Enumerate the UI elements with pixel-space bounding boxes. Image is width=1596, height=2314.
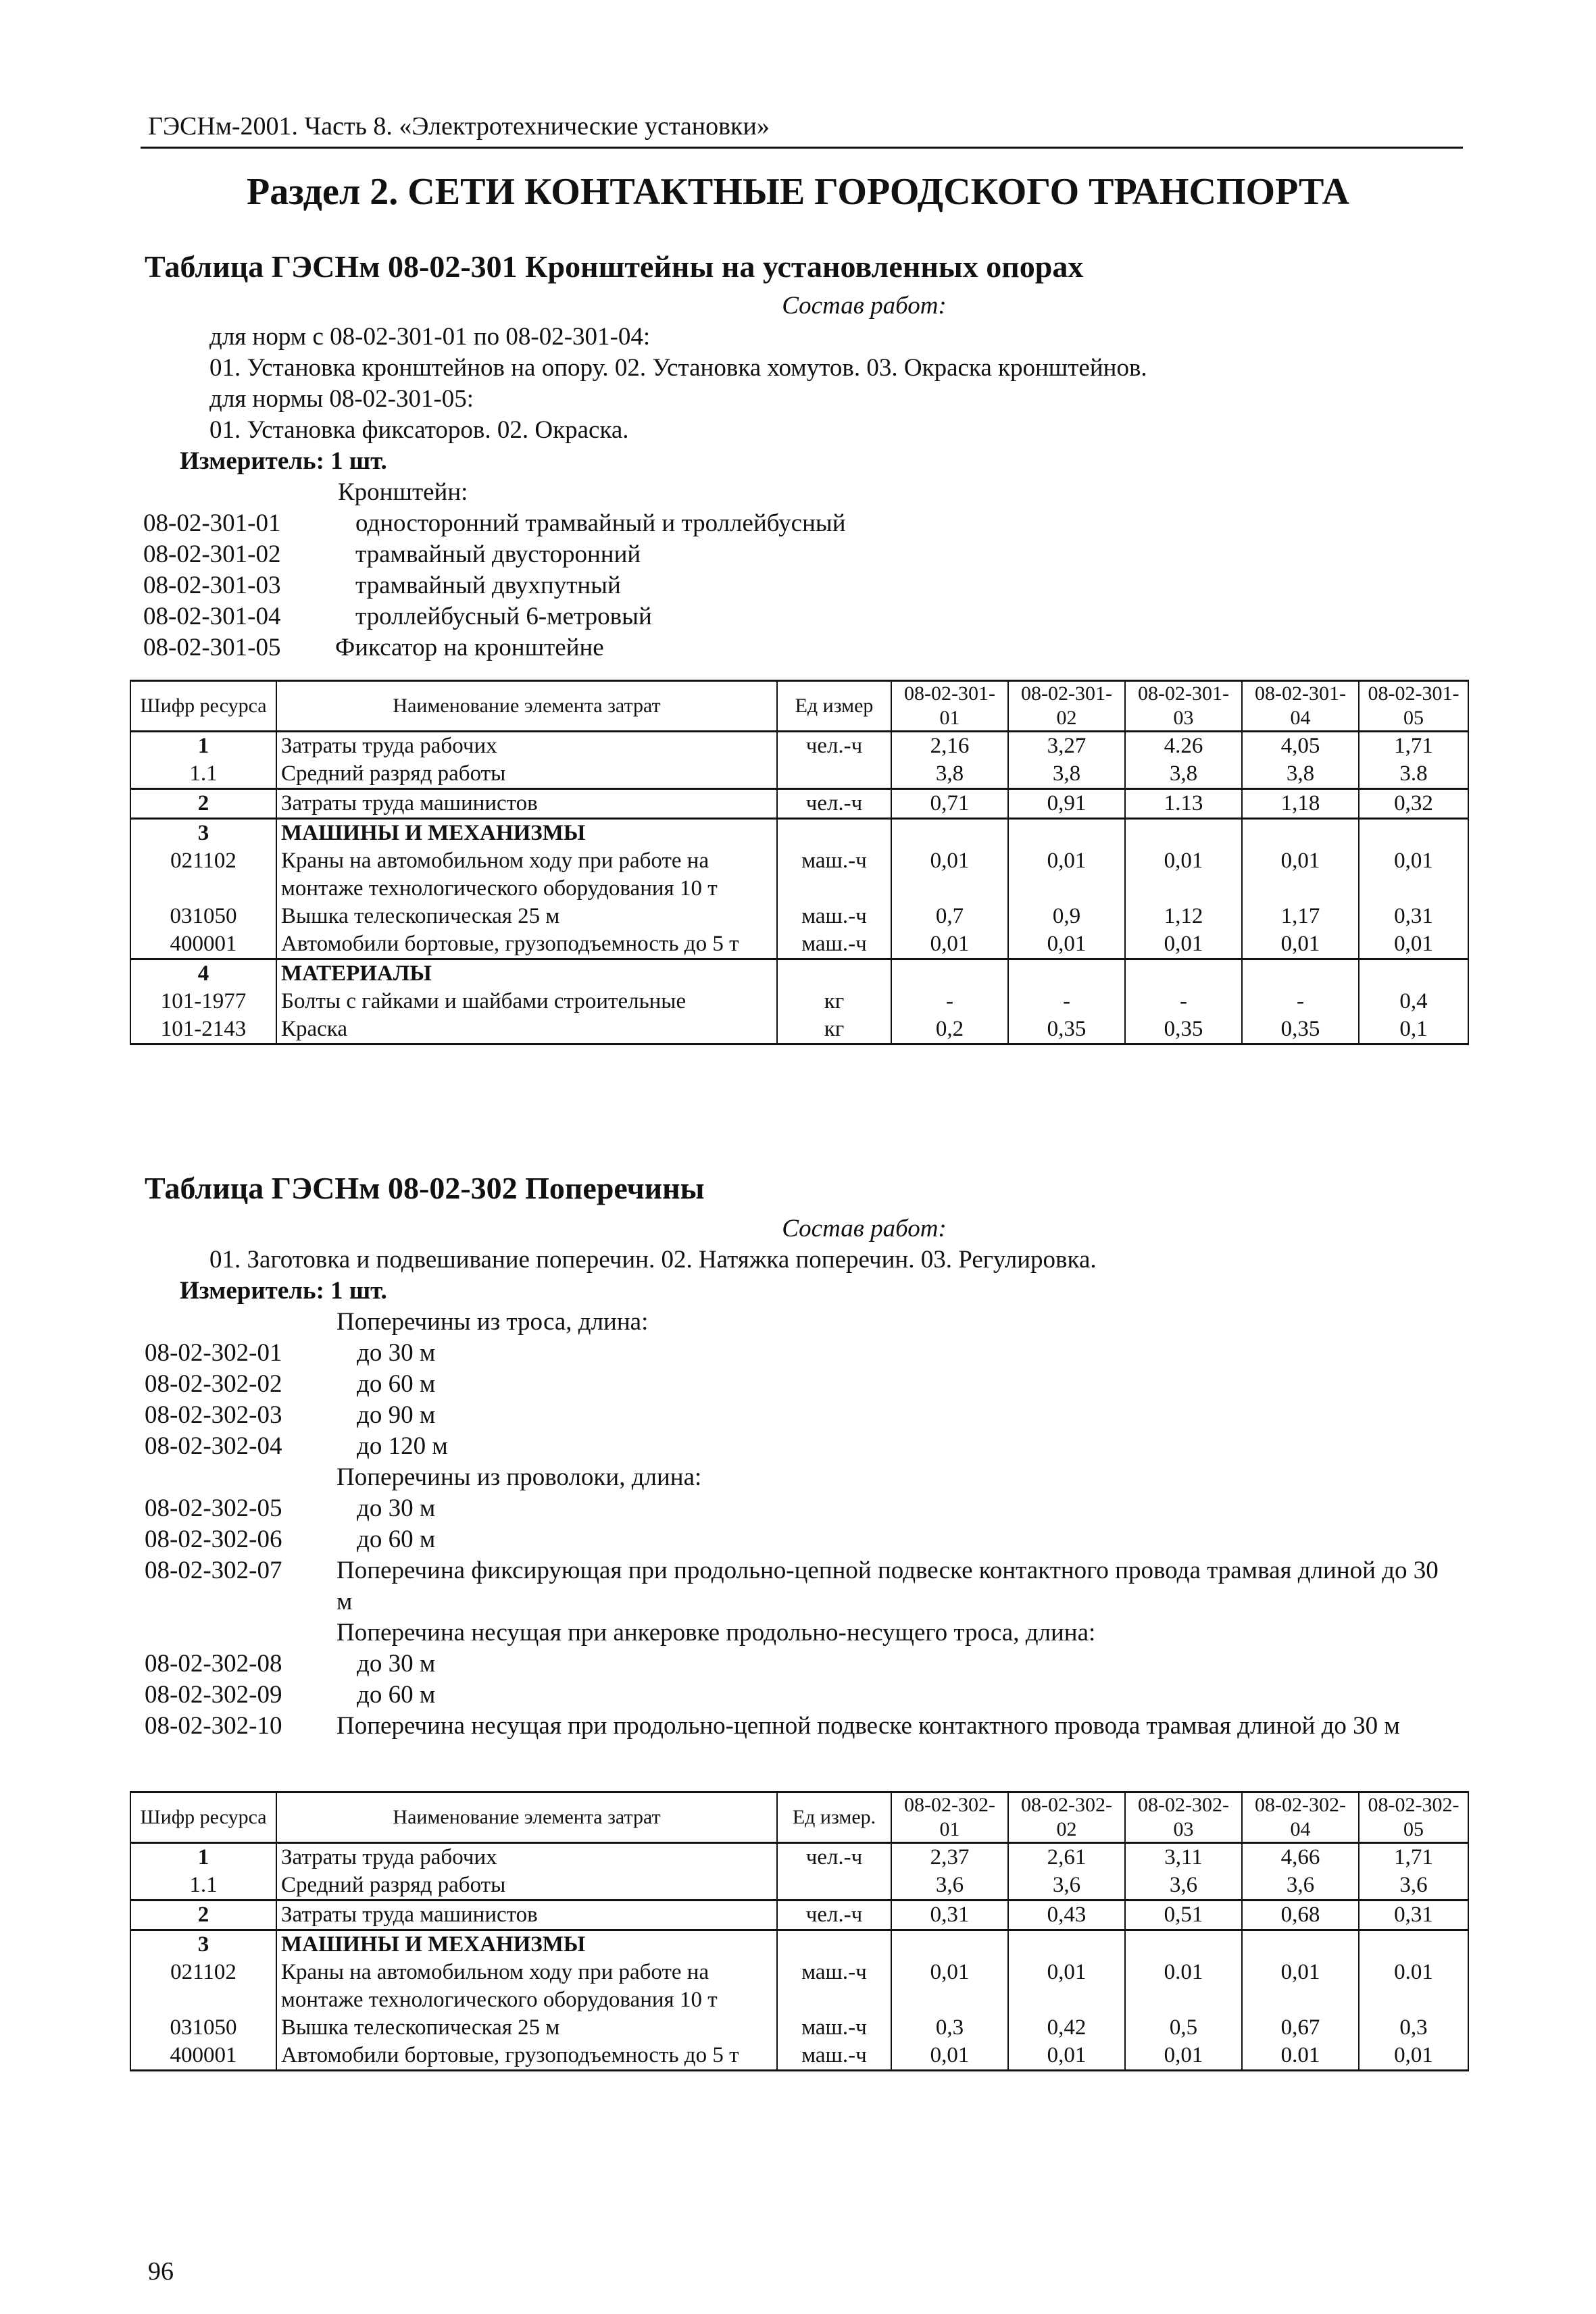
norm-item	[145, 1307, 1462, 1338]
cell-unit: маш.-ч	[777, 2042, 891, 2071]
norm-name: до 60 м	[357, 1370, 436, 1398]
cell-value: 0,3	[891, 2014, 1008, 2042]
table1-resources	[130, 680, 1469, 1045]
table-row	[130, 847, 1468, 903]
cell-value: 0,01	[1125, 2042, 1242, 2071]
norm-code: 08-02-301-05	[143, 634, 281, 661]
cell-value: 0,71	[891, 789, 1008, 819]
cell-unit	[777, 959, 891, 988]
cell-code: 101-1977	[130, 988, 276, 1015]
cell-code: 1.1	[130, 760, 276, 789]
table1-meter: Измеритель: 1 шт.	[180, 447, 387, 475]
cell-value: 0,01	[1242, 1959, 1359, 2014]
cell-value: 0,32	[1359, 789, 1468, 819]
cell-value: 0,01	[1242, 847, 1359, 903]
table-row	[130, 2014, 1468, 2042]
norm-name: до 30 м	[357, 1494, 436, 1522]
cell-unit: маш.-ч	[777, 1959, 891, 2014]
norm-code: 08-02-302-02	[145, 1370, 282, 1398]
cell-value: 4.26	[1125, 732, 1242, 761]
cell-value: 4,05	[1242, 732, 1359, 761]
cell-value	[1359, 959, 1468, 988]
running-header: ГЭСНм-2001. Часть 8. «Электротехнические установки»	[148, 112, 770, 141]
cell-unit: кг	[777, 1015, 891, 1045]
norm-code: 08-02-302-09	[145, 1681, 282, 1709]
cell-name: Вышка телескопическая 25 м	[276, 903, 777, 930]
table-row	[130, 1959, 1468, 2014]
cell-unit: чел.-ч	[777, 789, 891, 819]
norm-item	[145, 1462, 1462, 1493]
work-line: 01. Установка кронштейнов на опору. 02. Установка хомутов. 03. Окраска кронштейнов.	[209, 354, 1147, 382]
table2-meter: Измеритель: 1 шт.	[180, 1277, 387, 1305]
cell-name: Затраты труда рабочих	[276, 1843, 777, 1872]
norm-name: до 30 м	[357, 1650, 436, 1678]
norm-code	[145, 1462, 336, 1493]
cell-value: -	[1008, 988, 1125, 1015]
cell-unit: кг	[777, 988, 891, 1015]
cell-code: 021102	[130, 847, 276, 903]
column-header: 08-02-302-03	[1125, 1792, 1242, 1843]
norm-code: 08-02-302-10	[145, 1712, 282, 1740]
norm-item	[143, 508, 1462, 539]
cell-code: 031050	[130, 2014, 276, 2042]
column-header: Шифр ресурса	[130, 1792, 276, 1843]
norm-item	[145, 1369, 1462, 1400]
column-header: Шифр ресурса	[130, 681, 276, 732]
cell-value: 0,68	[1242, 1901, 1359, 1930]
cell-value: 0,35	[1008, 1015, 1125, 1045]
cell-value: 1,71	[1359, 1843, 1468, 1872]
norm-code: 08-02-301-04	[143, 603, 281, 630]
cell-value: 0,01	[1008, 847, 1125, 903]
table-row	[130, 2042, 1468, 2071]
cell-value: 0,3	[1359, 2014, 1468, 2042]
cell-value: 3,8	[1125, 760, 1242, 789]
table-row	[130, 930, 1468, 959]
cell-value: 0,01	[1359, 930, 1468, 959]
cell-unit	[777, 819, 891, 848]
cell-value: 3,8	[1242, 760, 1359, 789]
cell-code: 2	[130, 789, 276, 819]
cell-name: Затраты труда машинистов	[276, 789, 777, 819]
table-row	[130, 959, 1468, 988]
cell-name: Автомобили бортовые, грузоподъемность до 5 т	[276, 930, 777, 959]
cell-value: 0,7	[891, 903, 1008, 930]
norm-code: 08-02-301-01	[143, 509, 281, 537]
cell-value: 0,01	[891, 930, 1008, 959]
column-header: 08-02-301-03	[1125, 681, 1242, 732]
cell-value: 1.13	[1125, 789, 1242, 819]
norm-item	[145, 1493, 1462, 1524]
table2-intro	[145, 1213, 1462, 1742]
cell-value: 2,37	[891, 1843, 1008, 1872]
norm-name: Поперечины из троса, длина:	[336, 1308, 649, 1336]
cell-value: 0,01	[891, 2042, 1008, 2071]
column-header: 08-02-302-02	[1008, 1792, 1125, 1843]
cell-value: 3.8	[1359, 760, 1468, 789]
table2-work-heading: Состав работ:	[782, 1215, 947, 1242]
norm-item	[145, 1649, 1462, 1680]
cell-unit: маш.-ч	[777, 930, 891, 959]
table2-title: Таблица ГЭСНм 08-02-302 Поперечины	[145, 1171, 705, 1205]
cell-value: 0,01	[1008, 1959, 1125, 2014]
work-line: для нормы 08-02-301-05:	[209, 385, 474, 413]
norm-code	[145, 1307, 336, 1338]
column-header: 08-02-301-04	[1242, 681, 1359, 732]
cell-unit	[777, 1871, 891, 1901]
norm-item	[145, 1680, 1462, 1711]
norm-code: 08-02-301-03	[143, 572, 281, 599]
norm-name: Поперечина несущая при анкеровке продольно-несущего троса, длина:	[336, 1619, 1096, 1646]
cell-value: 0.01	[1125, 1959, 1242, 2014]
cell-value: 1,71	[1359, 732, 1468, 761]
table1-title: Таблица ГЭСНм 08-02-301 Кронштейны на установленных опорах	[145, 249, 1084, 284]
cell-name: МАТЕРИАЛЫ	[276, 959, 777, 988]
table-row	[130, 789, 1468, 819]
norm-code: 08-02-302-06	[145, 1526, 282, 1553]
cell-name: Болты с гайками и шайбами строительные	[276, 988, 777, 1015]
norm-item	[145, 1555, 1462, 1617]
cell-value: 3,6	[1125, 1871, 1242, 1901]
cell-unit	[777, 760, 891, 789]
table-row	[130, 760, 1468, 789]
norm-name: до 60 м	[357, 1681, 436, 1709]
work-line: 01. Установка фиксаторов. 02. Окраска.	[209, 416, 629, 444]
cell-value: 0,43	[1008, 1901, 1125, 1930]
norm-item	[143, 570, 1462, 601]
norm-code: 08-02-302-01	[145, 1339, 282, 1367]
cell-unit: маш.-ч	[777, 847, 891, 903]
cell-value: 0,01	[1008, 930, 1125, 959]
norm-name: Поперечины из проволоки, длина:	[336, 1463, 702, 1491]
cell-code: 400001	[130, 2042, 276, 2071]
cell-value	[891, 959, 1008, 988]
cell-value	[1242, 819, 1359, 848]
cell-unit: маш.-ч	[777, 2014, 891, 2042]
cell-unit	[777, 1930, 891, 1959]
section-title: Раздел 2. СЕТИ КОНТАКТНЫЕ ГОРОДСКОГО ТРАНСПОРТА	[246, 171, 1349, 213]
cell-code: 3	[130, 819, 276, 848]
table-row	[130, 1930, 1468, 1959]
cell-value: 0,1	[1359, 1015, 1468, 1045]
cell-value	[1008, 819, 1125, 848]
cell-value	[1125, 1930, 1242, 1959]
cell-value: 0,67	[1242, 2014, 1359, 2042]
norm-code: 08-02-302-07	[145, 1557, 282, 1584]
cell-value: 1,18	[1242, 789, 1359, 819]
cell-code: 1.1	[130, 1871, 276, 1901]
norm-code: 08-02-302-04	[145, 1432, 282, 1460]
table-header-row	[130, 1792, 1468, 1843]
table-row	[130, 1843, 1468, 1872]
norm-code	[145, 1617, 336, 1649]
cell-name: Вышка телескопическая 25 м	[276, 2014, 777, 2042]
cell-name: Краны на автомобильном ходу при работе на монтаже технологического оборудования 10 т	[276, 847, 777, 903]
cell-code: 400001	[130, 930, 276, 959]
cell-value	[1359, 819, 1468, 848]
norm-name: трамвайный двусторонний	[355, 540, 641, 568]
cell-value: 2,61	[1008, 1843, 1125, 1872]
cell-unit: чел.-ч	[777, 1843, 891, 1872]
cell-value: 0,31	[1359, 903, 1468, 930]
table1-intro	[145, 291, 1462, 663]
cell-value	[891, 819, 1008, 848]
cell-value: 0,4	[1359, 988, 1468, 1015]
work-line: 01. Заготовка и подвешивание поперечин. 02. Натяжка поперечин. 03. Регулировка.	[209, 1246, 1097, 1274]
table-row	[130, 988, 1468, 1015]
norm-name: односторонний трамвайный и троллейбусный	[355, 509, 846, 537]
cell-value: 0,9	[1008, 903, 1125, 930]
norm-name: до 120 м	[357, 1432, 448, 1460]
cell-name: Затраты труда рабочих	[276, 732, 777, 761]
cell-value: 3,6	[891, 1871, 1008, 1901]
norm-name: Поперечина фиксирующая при продольно-цепной подвеске контактного провода трамвая длиной до 30 м	[336, 1557, 1439, 1615]
norm-item	[145, 1711, 1462, 1742]
table1-work-heading: Состав работ:	[782, 292, 947, 320]
norm-item	[143, 539, 1462, 570]
cell-code: 101-2143	[130, 1015, 276, 1045]
norm-name: до 60 м	[357, 1526, 436, 1553]
column-header: 08-02-301-01	[891, 681, 1008, 732]
cell-value: 3,8	[891, 760, 1008, 789]
cell-name: Краны на автомобильном ходу при работе на монтаже технологического оборудования 10 т	[276, 1959, 777, 2014]
table-row	[130, 1901, 1468, 1930]
cell-code: 031050	[130, 903, 276, 930]
cell-value: 1,17	[1242, 903, 1359, 930]
cell-value: 0,91	[1008, 789, 1125, 819]
cell-name: Краска	[276, 1015, 777, 1045]
cell-value: 0,35	[1125, 1015, 1242, 1045]
column-header: 08-02-301-02	[1008, 681, 1125, 732]
cell-value: 3,8	[1008, 760, 1125, 789]
cell-value: 0.01	[1359, 1959, 1468, 2014]
work-line: для норм с 08-02-301-01 по 08-02-301-04:	[209, 323, 651, 351]
cell-value: 3,6	[1242, 1871, 1359, 1901]
column-header: Ед измер.	[777, 1792, 891, 1843]
cell-value: 0,2	[891, 1015, 1008, 1045]
cell-code: 1	[130, 1843, 276, 1872]
cell-code: 2	[130, 1901, 276, 1930]
cell-value: 0,01	[891, 1959, 1008, 2014]
column-header: 08-02-302-05	[1359, 1792, 1468, 1843]
cell-value: 0,01	[891, 847, 1008, 903]
page-number: 96	[148, 2257, 174, 2286]
table2-resources	[130, 1791, 1469, 2071]
column-header: Ед измер	[777, 681, 891, 732]
cell-value	[891, 1930, 1008, 1959]
cell-value	[1242, 959, 1359, 988]
cell-value	[1125, 819, 1242, 848]
table-row	[130, 1015, 1468, 1045]
table-row	[130, 819, 1468, 848]
norm-item	[143, 632, 1462, 663]
cell-value: 0,31	[1359, 1901, 1468, 1930]
norm-item	[145, 1400, 1462, 1431]
cell-value: 0.01	[1242, 2042, 1359, 2071]
table-row	[130, 1871, 1468, 1901]
column-header: 08-02-302-04	[1242, 1792, 1359, 1843]
column-header: 08-02-302-01	[891, 1792, 1008, 1843]
norm-item	[145, 1524, 1462, 1555]
cell-name: Затраты труда машинистов	[276, 1901, 777, 1930]
cell-value: -	[1242, 988, 1359, 1015]
table-header-row	[130, 681, 1468, 732]
norm-item	[145, 1338, 1462, 1369]
cell-value	[1008, 1930, 1125, 1959]
cell-value: 3,6	[1359, 1871, 1468, 1901]
table-row	[130, 732, 1468, 761]
cell-value: -	[1125, 988, 1242, 1015]
norm-name: троллейбусный 6-метровый	[355, 603, 652, 630]
header-rule	[141, 147, 1463, 149]
norm-name: до 30 м	[357, 1339, 436, 1367]
cell-value: 4,66	[1242, 1843, 1359, 1872]
norm-name: до 90 м	[357, 1401, 436, 1429]
cell-value: 3,6	[1008, 1871, 1125, 1901]
norm-item	[145, 1617, 1462, 1649]
cell-unit: маш.-ч	[777, 903, 891, 930]
norm-code: 08-02-302-05	[145, 1494, 282, 1522]
cell-name: МАШИНЫ И МЕХАНИЗМЫ	[276, 1930, 777, 1959]
cell-value: 0,31	[891, 1901, 1008, 1930]
cell-value: 0,01	[1125, 847, 1242, 903]
cell-unit: чел.-ч	[777, 732, 891, 761]
norm-code: 08-02-302-03	[145, 1401, 282, 1429]
norm-code: 08-02-301-02	[143, 540, 281, 568]
cell-value: 3,27	[1008, 732, 1125, 761]
cell-value: 1,12	[1125, 903, 1242, 930]
cell-name: Средний разряд работы	[276, 1871, 777, 1901]
cell-code: 4	[130, 959, 276, 988]
cell-value	[1242, 1930, 1359, 1959]
cell-value: 0,01	[1125, 930, 1242, 959]
table-row	[130, 903, 1468, 930]
norm-name: Поперечина несущая при продольно-цепной подвеске контактного провода трамвая длиной до 30 м	[336, 1712, 1400, 1740]
cell-value: 0,42	[1008, 2014, 1125, 2042]
cell-value: 2,16	[891, 732, 1008, 761]
cell-unit: чел.-ч	[777, 1901, 891, 1930]
cell-value: 0,01	[1008, 2042, 1125, 2071]
cell-value	[1125, 959, 1242, 988]
column-header: Наименование элемента затрат	[276, 681, 777, 732]
cell-code: 3	[130, 1930, 276, 1959]
cell-value: 0,01	[1359, 2042, 1468, 2071]
cell-value: 0,01	[1242, 930, 1359, 959]
cell-value: 0,51	[1125, 1901, 1242, 1930]
cell-value: -	[891, 988, 1008, 1015]
cell-name: МАШИНЫ И МЕХАНИЗМЫ	[276, 819, 777, 848]
norm-item	[145, 1431, 1462, 1462]
table1-group-label: Кронштейн:	[338, 478, 468, 506]
cell-value: 3,11	[1125, 1843, 1242, 1872]
cell-value: 0,01	[1359, 847, 1468, 903]
norm-name: Фиксатор на кронштейне	[335, 634, 604, 661]
cell-value: 0,5	[1125, 2014, 1242, 2042]
column-header: 08-02-301-05	[1359, 681, 1468, 732]
cell-value: 0,35	[1242, 1015, 1359, 1045]
cell-code: 1	[130, 732, 276, 761]
cell-name: Автомобили бортовые, грузоподъемность до 5 т	[276, 2042, 777, 2071]
cell-value	[1359, 1930, 1468, 1959]
cell-name: Средний разряд работы	[276, 760, 777, 789]
cell-code: 021102	[130, 1959, 276, 2014]
norm-code: 08-02-302-08	[145, 1650, 282, 1678]
cell-value	[1008, 959, 1125, 988]
column-header: Наименование элемента затрат	[276, 1792, 777, 1843]
norm-item	[143, 601, 1462, 632]
norm-name: трамвайный двухпутный	[355, 572, 621, 599]
